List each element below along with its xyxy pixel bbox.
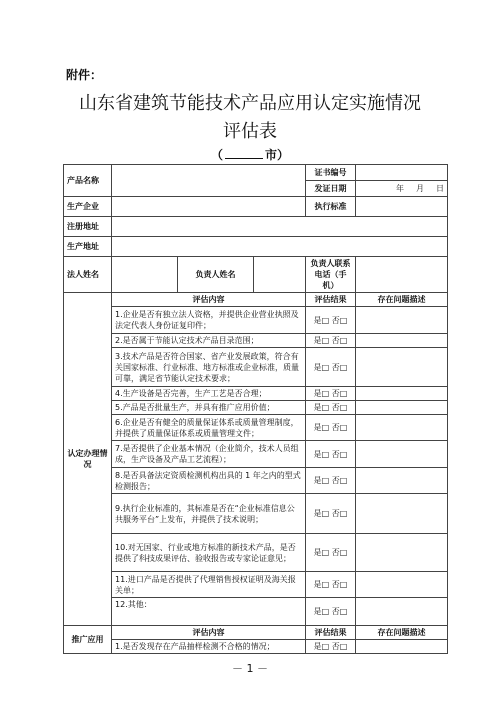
section1-item-1-issues[interactable] [356, 307, 448, 334]
city-blank[interactable] [225, 147, 263, 159]
section1-item-4: 4.生产设备是否完善，生产工艺是否合理； [112, 387, 306, 401]
cert-no-label: 证书编号 [306, 165, 356, 181]
city-line [0, 146, 500, 163]
section1-item-5-result[interactable]: 是□ 否□ [306, 401, 356, 415]
reg-address-label: 注册地址 [64, 217, 112, 237]
page-number: － 1 － [232, 662, 268, 675]
reg-address-field[interactable] [112, 217, 448, 237]
section2-item-1-issues[interactable] [356, 640, 448, 654]
section1-item-7-issues[interactable] [356, 441, 448, 468]
section1-item-7: 7.是否提供了企业基本情况（企业简介，技术人员组成，生产设备及产品工艺流程）； [112, 441, 306, 468]
date-month: 月 [416, 184, 425, 193]
evaluation-table [63, 164, 448, 654]
document-title-line1: 山东省建筑节能技术产品应用认定实施情况 [79, 93, 421, 114]
section1-item-8: 8.是否具备法定资质检测机构出具的 1 年之内的型式检测报告； [112, 468, 306, 494]
section1-item-4-result[interactable]: 是□ 否□ [306, 387, 356, 401]
principal-field[interactable] [254, 257, 306, 293]
attachment-label: 附件： [66, 68, 103, 82]
section1-label: 认定办理情况 [64, 293, 112, 626]
section2-item-1-result[interactable]: 是□ 否□ [306, 640, 356, 654]
issue-date-field[interactable] [356, 181, 448, 197]
section1-header-result: 评估结果 [306, 293, 356, 307]
section1-item-11: 11.进口产品是否提供了代理销售授权证明及海关报关单； [112, 572, 306, 598]
section1-item-8-issues[interactable] [356, 468, 448, 494]
standard-label: 执行标准 [306, 197, 356, 217]
section1-item-3-issues[interactable] [356, 348, 448, 387]
section1-item-11-result[interactable]: 是□ 否□ [306, 572, 356, 598]
section1-item-6-issues[interactable] [356, 415, 448, 441]
standard-field[interactable] [356, 197, 448, 217]
issue-date-label: 发证日期 [306, 181, 356, 197]
section2-header-issues: 存在问题描述 [356, 626, 448, 640]
section2-label: 推广应用 [64, 626, 112, 654]
legal-rep-label: 法人姓名 [64, 257, 112, 293]
section1-item-5: 5.产品是否批量生产，并具有推广应用价值； [112, 401, 306, 415]
section1-item-3-result[interactable]: 是□ 否□ [306, 348, 356, 387]
legal-rep-field[interactable] [112, 257, 178, 293]
prod-address-label: 生产地址 [64, 237, 112, 257]
section1-item-10: 10.对无国家、行业或地方标准的新技术产品，是否提供了科技成果评估、验收报告或专家论证意见； [112, 534, 306, 572]
section1-item-9: 9.执行企业标准的，其标准是否在“企业标准信息公共服务平台”上发布，并提供了技术说明； [112, 494, 306, 534]
section1-item-9-issues[interactable] [356, 494, 448, 534]
product-name-label: 产品名称 [64, 165, 112, 197]
section1-item-12-issues[interactable] [356, 598, 448, 626]
section1-item-5-issues[interactable] [356, 401, 448, 415]
section1-item-6: 6.企业是否有健全的质量保证体系或质量管理制度，并提供了质量保证体系或质量管理文件； [112, 415, 306, 441]
manufacturer-label: 生产企业 [64, 197, 112, 217]
section1-item-2: 2.是否属于节能认定技术产品目录范围； [112, 334, 306, 348]
section2-header-content: 评估内容 [112, 626, 306, 640]
principal-label: 负责人姓名 [178, 257, 254, 293]
cert-no-field[interactable] [356, 165, 448, 181]
section1-item-4-issues[interactable] [356, 387, 448, 401]
section2-header-result: 评估结果 [306, 626, 356, 640]
section1-item-9-result[interactable]: 是□ 否□ [306, 494, 356, 534]
section1-item-10-result[interactable]: 是□ 否□ [306, 534, 356, 572]
principal-phone-label: 负责人联系电话（手机） [306, 257, 356, 293]
prod-address-field[interactable] [112, 237, 448, 257]
section1-item-6-result[interactable]: 是□ 否□ [306, 415, 356, 441]
section1-header-issues: 存在问题描述 [356, 293, 448, 307]
section1-item-12: 12.其他： [112, 598, 306, 626]
section1-item-3: 3.技术产品是否符合国家、省产业发展政策，符合有关国家标准、行业标准、地方标准或企业标准，质量可靠，满足省节能认定技术要求； [112, 348, 306, 387]
section1-item-1-result[interactable]: 是□ 否□ [306, 307, 356, 334]
city-open-paren: （ [210, 148, 223, 162]
principal-phone-field[interactable] [356, 257, 448, 293]
date-day: 日 [436, 184, 445, 193]
document-title-line2: 评估表 [223, 121, 277, 142]
section2-item-1: 1.是否发现存在产品抽样检测不合格的情况； [112, 640, 306, 654]
section1-header-content: 评估内容 [112, 293, 306, 307]
section1-item-1: 1.企业是否有独立法人资格，并提供企业营业执照及法定代表人身份证复印件； [112, 307, 306, 334]
section1-item-11-issues[interactable] [356, 572, 448, 598]
section1-item-8-result[interactable]: 是□ 否□ [306, 468, 356, 494]
city-suffix: 市） [265, 148, 290, 162]
date-year: 年 [396, 184, 405, 193]
section1-item-10-issues[interactable] [356, 534, 448, 572]
section1-item-2-issues[interactable] [356, 334, 448, 348]
manufacturer-field[interactable] [112, 197, 306, 217]
section1-item-7-result[interactable]: 是□ 否□ [306, 441, 356, 468]
section1-item-12-result[interactable]: 是□ 否□ [306, 598, 356, 626]
product-name-field[interactable] [112, 165, 306, 197]
section1-item-2-result[interactable]: 是□ 否□ [306, 334, 356, 348]
